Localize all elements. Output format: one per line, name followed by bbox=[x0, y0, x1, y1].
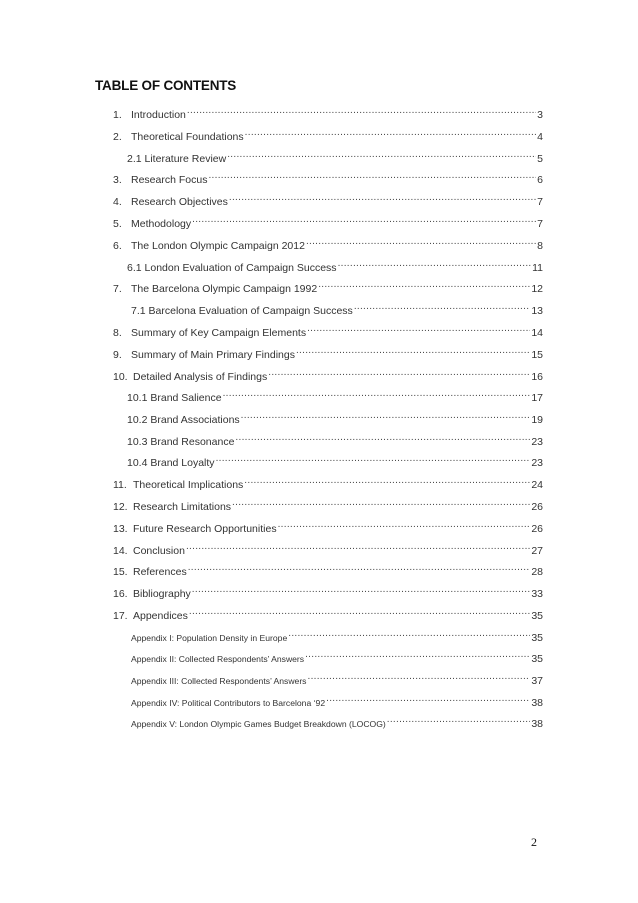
toc-leader-dots bbox=[192, 213, 536, 227]
toc-entry-title: Introduction bbox=[131, 109, 186, 121]
toc-entry-number: 15. bbox=[113, 566, 128, 578]
toc-leader-dots bbox=[268, 366, 530, 380]
toc-entry[interactable] bbox=[113, 126, 543, 143]
toc-entry-title: Detailed Analysis of Findings bbox=[133, 371, 268, 383]
toc-entry-page: 3 bbox=[537, 109, 543, 121]
toc-leader-dots bbox=[318, 278, 530, 292]
toc-entry-number: 12. bbox=[113, 501, 128, 513]
toc-entry[interactable] bbox=[113, 191, 543, 208]
toc-entry-title: 7.1 Barcelona Evaluation of Campaign Success bbox=[131, 305, 353, 317]
toc-entry-title: 6.1 London Evaluation of Campaign Success bbox=[127, 262, 337, 274]
toc-entry-page: 12 bbox=[531, 283, 543, 295]
toc-subentry[interactable] bbox=[127, 148, 543, 165]
toc-entry-title: 10.4 Brand Loyalty bbox=[127, 457, 215, 469]
toc-entry-number: 9. bbox=[113, 349, 122, 361]
toc-leader-dots bbox=[338, 257, 532, 271]
toc-entry[interactable] bbox=[113, 561, 543, 578]
toc-leader-dots bbox=[232, 496, 530, 510]
toc-entry[interactable] bbox=[113, 474, 543, 491]
toc-entry-page: 37 bbox=[531, 675, 543, 687]
toc-entry-page: 5 bbox=[537, 153, 543, 165]
toc-entry-title: Bibliography bbox=[133, 588, 191, 600]
toc-entry-number: 10. bbox=[113, 371, 128, 383]
toc-entry-title: Research Objectives bbox=[131, 196, 228, 208]
toc-leader-dots bbox=[387, 713, 531, 727]
toc-entry[interactable] bbox=[113, 322, 543, 339]
toc-leader-dots bbox=[229, 191, 536, 205]
toc-entry-number: 17. bbox=[113, 610, 128, 622]
toc-leader-dots bbox=[187, 104, 536, 118]
toc-entry[interactable] bbox=[113, 169, 543, 186]
toc-leader-dots bbox=[227, 148, 536, 162]
toc-entry-page: 26 bbox=[531, 501, 543, 513]
toc-entry-page: 13 bbox=[531, 305, 543, 317]
toc-entry-page: 33 bbox=[531, 588, 543, 600]
toc-entry-page: 7 bbox=[537, 218, 543, 230]
toc-subentry[interactable] bbox=[127, 452, 543, 469]
toc-leader-dots bbox=[188, 561, 531, 575]
toc-entry-title: Appendix IV: Political Contributors to Barcelona ‘92 bbox=[131, 698, 326, 708]
toc-entry-title: Research Focus bbox=[131, 174, 208, 186]
toc-entry-title: References bbox=[133, 566, 187, 578]
toc-entry[interactable] bbox=[113, 104, 543, 121]
toc-entry-title: The Barcelona Olympic Campaign 1992 bbox=[131, 283, 318, 295]
toc-entry[interactable] bbox=[113, 278, 543, 295]
toc-entry-page: 38 bbox=[531, 718, 543, 730]
toc-entry-number: 13. bbox=[113, 523, 128, 535]
toc-leader-dots bbox=[189, 605, 530, 619]
toc-entry-page: 35 bbox=[531, 632, 543, 644]
toc-leader-dots bbox=[326, 692, 530, 706]
toc-entry-number: 14. bbox=[113, 545, 128, 557]
toc-leader-dots bbox=[307, 322, 530, 336]
toc-leader-dots bbox=[306, 235, 536, 249]
toc-leader-dots bbox=[186, 540, 530, 554]
toc-leader-dots bbox=[288, 627, 530, 641]
toc-entry-title: Appendix III: Collected Respondents’ Answers bbox=[131, 676, 307, 686]
toc-entry-title: Methodology bbox=[131, 218, 192, 230]
toc-leader-dots bbox=[192, 583, 531, 597]
toc-entry-number: 11. bbox=[113, 479, 127, 491]
toc-subentry[interactable] bbox=[131, 300, 543, 317]
toc-entry-title: Summary of Key Campaign Elements bbox=[131, 327, 307, 339]
toc-entry-page: 35 bbox=[531, 610, 543, 622]
toc-entry-page: 24 bbox=[531, 479, 543, 491]
toc-subentry[interactable] bbox=[127, 431, 543, 448]
toc-leader-dots bbox=[223, 387, 531, 401]
toc-entry-title: The London Olympic Campaign 2012 bbox=[131, 240, 305, 252]
toc-entry-title: Future Research Opportunities bbox=[133, 523, 277, 535]
toc-entry-title: 10.2 Brand Associations bbox=[127, 414, 240, 426]
toc-appendix-entry[interactable] bbox=[131, 713, 543, 730]
toc-entry-title: 10.3 Brand Resonance bbox=[127, 436, 235, 448]
toc-leader-dots bbox=[278, 518, 531, 532]
toc-subentry[interactable] bbox=[127, 409, 543, 426]
toc-entry-number: 6. bbox=[113, 240, 122, 252]
toc-entry[interactable] bbox=[113, 540, 543, 557]
toc-leader-dots bbox=[216, 452, 531, 466]
toc-subentry[interactable] bbox=[127, 387, 543, 404]
toc-entry-title: Appendix I: Population Density in Europe bbox=[131, 633, 288, 643]
toc-entry-page: 4 bbox=[537, 131, 543, 143]
toc-entry[interactable] bbox=[113, 344, 543, 361]
toc-entry[interactable] bbox=[113, 605, 543, 622]
toc-entry[interactable] bbox=[113, 583, 543, 600]
toc-entry[interactable] bbox=[113, 518, 543, 535]
toc-entry[interactable] bbox=[113, 496, 543, 513]
toc-appendix-entry[interactable] bbox=[131, 627, 543, 644]
toc-appendix-entry[interactable] bbox=[131, 692, 543, 709]
toc-entry-number: 1. bbox=[113, 109, 122, 121]
toc-leader-dots bbox=[296, 344, 530, 358]
toc-entry-page: 28 bbox=[531, 566, 543, 578]
toc-entry-page: 35 bbox=[531, 653, 543, 665]
toc-entry-page: 16 bbox=[531, 371, 543, 383]
toc-entry[interactable] bbox=[113, 235, 543, 252]
toc-entry-title: Research Limitations bbox=[133, 501, 232, 513]
toc-subentry[interactable] bbox=[127, 257, 543, 274]
toc-entry-page: 7 bbox=[537, 196, 543, 208]
toc-entry-page: 15 bbox=[531, 349, 543, 361]
toc-entry[interactable] bbox=[113, 213, 543, 230]
toc-entry-number: 2. bbox=[113, 131, 122, 143]
toc-leader-dots bbox=[245, 126, 537, 140]
toc-appendix-entry[interactable] bbox=[131, 670, 543, 687]
toc-entry-page: 27 bbox=[531, 545, 543, 557]
toc-entry-title: Theoretical Foundations bbox=[131, 131, 244, 143]
toc-entry-title: 10.1 Brand Salience bbox=[127, 392, 222, 404]
toc-leader-dots bbox=[354, 300, 531, 314]
toc-entry-page: 11 bbox=[532, 262, 543, 274]
toc-entry-page: 6 bbox=[537, 174, 543, 186]
toc-leader-dots bbox=[244, 474, 530, 488]
toc-entry-title: Appendix V: London Olympic Games Budget Breakdown (LOCOG) bbox=[131, 719, 386, 729]
toc-entry-number: 4. bbox=[113, 196, 122, 208]
toc-appendix-entry[interactable] bbox=[131, 648, 543, 665]
toc-entry-title: Appendices bbox=[133, 610, 188, 622]
toc-entry-page: 23 bbox=[531, 436, 543, 448]
toc-entry-title: Appendix II: Collected Respondents’ Answers bbox=[131, 654, 305, 664]
toc-entry-number: 16. bbox=[113, 588, 128, 600]
toc-entry-page: 8 bbox=[537, 240, 543, 252]
toc-entry-number: 3. bbox=[113, 174, 122, 186]
toc-leader-dots bbox=[307, 670, 530, 684]
toc-entry-page: 23 bbox=[531, 457, 543, 469]
toc-entry-title: Summary of Main Primary Findings bbox=[131, 349, 295, 361]
toc-entry-number: 8. bbox=[113, 327, 122, 339]
page-number: 2 bbox=[531, 835, 537, 849]
toc-leader-dots bbox=[241, 409, 531, 423]
toc-entry-number: 5. bbox=[113, 218, 122, 230]
toc-leader-dots bbox=[208, 169, 536, 183]
toc-entry-title: Conclusion bbox=[133, 545, 185, 557]
toc-entry-page: 14 bbox=[531, 327, 543, 339]
toc-entry[interactable] bbox=[113, 366, 543, 383]
toc-entry-page: 19 bbox=[531, 414, 543, 426]
toc-heading: TABLE OF CONTENTS bbox=[95, 78, 237, 93]
toc-entry-page: 38 bbox=[531, 697, 543, 709]
toc-entry-title: 2.1 Literature Review bbox=[127, 153, 227, 165]
toc-leader-dots bbox=[305, 648, 530, 662]
toc-leader-dots bbox=[235, 431, 530, 445]
toc-entry-title: Theoretical Implications bbox=[133, 479, 244, 491]
toc-entry-number: 7. bbox=[113, 283, 122, 295]
toc-entry-page: 26 bbox=[531, 523, 543, 535]
toc-entry-page: 17 bbox=[531, 392, 543, 404]
